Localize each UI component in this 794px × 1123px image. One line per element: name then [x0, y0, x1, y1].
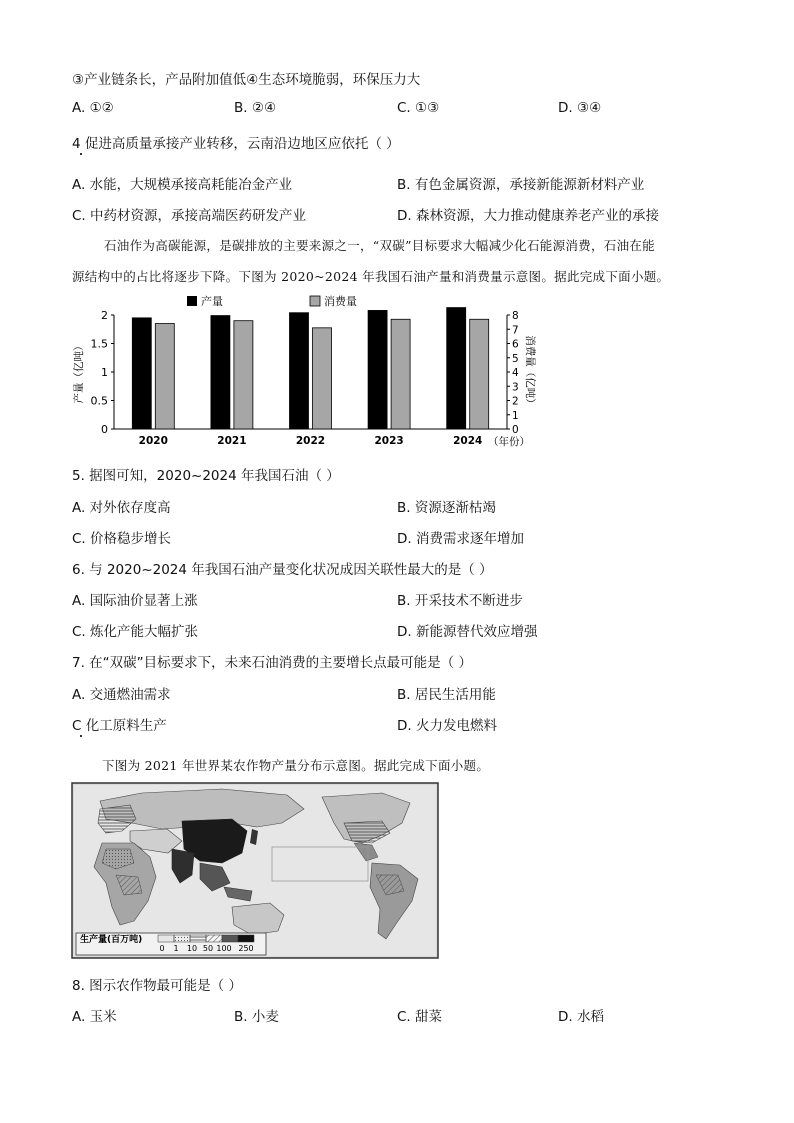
- q8-option-a[interactable]: A. 玉米: [72, 1009, 117, 1025]
- bar-production-2022: [290, 313, 309, 429]
- map-legend-tick-label: 10: [186, 944, 198, 953]
- q5-stem: 5. 据图可知，2020~2024 年我国石油（ ）: [72, 468, 340, 484]
- q4-option-d[interactable]: D. 森林资源，大力推动健康养老产业的承接: [397, 208, 659, 224]
- legend-label-consumption: 消费量: [324, 295, 357, 308]
- q4-option-c[interactable]: C. 中药材资源，承接高端医药研发产业: [72, 208, 307, 224]
- y-right-tick-label: 7: [512, 324, 519, 337]
- world-map-graphic: [72, 783, 438, 958]
- y-right-tick-label: 0: [512, 424, 519, 436]
- q6-option-c[interactable]: C. 炼化产能大幅扩张: [72, 624, 199, 640]
- map-legend-title: 生产量(百万吨): [80, 935, 143, 945]
- q6-stem: 6. 与 2020~2024 年我国石油产量变化状况成因关联性最大的是（ ）: [72, 562, 493, 578]
- q5-option-a[interactable]: A. 对外依存度高: [72, 500, 171, 516]
- map-legend-tick-label: 0: [159, 944, 165, 953]
- q3-option-c[interactable]: C. ①③: [397, 100, 440, 116]
- map-legend-tick-label: 1: [173, 944, 179, 953]
- bar-production-2020: [132, 318, 151, 429]
- y-right-tick-label: 4: [512, 367, 519, 379]
- legend-swatch-production: [187, 296, 197, 306]
- bar-production-2023: [368, 310, 387, 429]
- passage1-line2: 源结构中的占比将逐步下降。下图为 2020~2024 年我国石油产量和消费量示意图。据此完成下面小题。: [72, 269, 670, 284]
- scan-dot: [80, 153, 82, 155]
- q3-option-b[interactable]: B. ②④: [234, 100, 277, 116]
- legend-label-production: 产量: [201, 295, 223, 308]
- y-left-tick-label: 0.5: [90, 394, 108, 408]
- world-crop-map: [72, 783, 438, 958]
- q8-option-b[interactable]: B. 小麦: [234, 1009, 279, 1025]
- x-axis-title: （年份）: [488, 436, 530, 448]
- x-tick-label: 2024: [453, 435, 483, 447]
- q3-option-d[interactable]: D. ③④: [558, 100, 602, 116]
- q7-option-d[interactable]: D. 火力发电燃料: [397, 718, 497, 734]
- y-axis-left-title: 产量（亿吨）: [73, 340, 85, 404]
- y-left-tick-label: 1: [101, 366, 108, 379]
- q8-stem: 8. 图示农作物最可能是（ ）: [72, 978, 242, 994]
- y-right-tick-label: 1: [512, 409, 519, 422]
- q5-option-b[interactable]: B. 资源逐渐枯竭: [397, 500, 496, 516]
- q4-option-a[interactable]: A. 水能，大规模承接高耗能冶金产业: [72, 177, 293, 193]
- oil-chart: [72, 292, 536, 452]
- y-axis-right-title: 消费量（亿吨）: [524, 335, 536, 409]
- x-tick-label: 2020: [138, 435, 168, 447]
- q3-continuation: ③产业链条长，产品附加值低④生态环境脆弱，环保压力大: [72, 72, 421, 88]
- bar-production-2021: [211, 316, 230, 429]
- x-tick-label: 2022: [295, 435, 326, 447]
- q3-option-a[interactable]: A. ①②: [72, 100, 114, 116]
- y-right-tick-label: 8: [512, 310, 519, 322]
- scan-dot: [80, 735, 82, 737]
- q7-option-b[interactable]: B. 居民生活用能: [397, 687, 496, 703]
- q4-stem: 4 促进高质量承接产业转移，云南沿边地区应依托（ ）: [72, 136, 400, 152]
- y-left-tick-label: 1.5: [90, 337, 108, 351]
- y-right-tick-label: 5: [512, 352, 519, 365]
- bar-consumption-2021: [234, 321, 253, 429]
- q8-option-c[interactable]: C. 甜菜: [397, 1009, 443, 1025]
- passage1-line1: 石油作为高碳能源，是碳排放的主要来源之一，“双碳”目标要求大幅减少化石能源消费，石油在能: [104, 238, 655, 253]
- y-left-tick-label: 0: [101, 423, 108, 436]
- q4-option-b[interactable]: B. 有色金属资源，承接新能源新材料产业: [397, 177, 645, 193]
- q7-option-c[interactable]: C 化工原料生产: [72, 718, 167, 734]
- q7-option-a[interactable]: A. 交通燃油需求: [72, 687, 171, 703]
- x-tick-label: 2023: [374, 435, 404, 447]
- map-legend-tick-label: 250: [238, 944, 254, 953]
- bar-consumption-2022: [313, 328, 332, 429]
- bar-consumption-2024: [470, 319, 489, 429]
- q5-option-d[interactable]: D. 消费需求逐年增加: [397, 531, 524, 547]
- q6-option-d[interactable]: D. 新能源替代效应增强: [397, 624, 538, 640]
- legend-swatch-consumption: [310, 296, 320, 306]
- q5-option-c[interactable]: C. 价格稳步增长: [72, 531, 172, 547]
- q6-option-b[interactable]: B. 开采技术不断进步: [397, 593, 523, 609]
- map-legend-scale: [158, 935, 254, 942]
- passage2: 下图为 2021 年世界某农作物产量分布示意图。据此完成下面小题。: [102, 758, 490, 773]
- map-legend-tick-label: 100: [216, 944, 232, 953]
- map-legend-tick-label: 50: [202, 944, 214, 953]
- y-right-tick-label: 6: [512, 338, 519, 351]
- x-tick-label: 2021: [217, 435, 247, 447]
- y-right-tick-label: 3: [512, 381, 519, 394]
- y-left-tick-label: 2: [101, 309, 108, 322]
- y-right-tick-label: 2: [512, 395, 519, 408]
- bar-production-2024: [447, 308, 466, 429]
- q8-option-d[interactable]: D. 水稻: [558, 1009, 604, 1025]
- bar-consumption-2020: [155, 324, 174, 429]
- bar-consumption-2023: [391, 319, 410, 429]
- q6-option-a[interactable]: A. 国际油价显著上涨: [72, 593, 198, 609]
- q7-stem: 7. 在“双碳”目标要求下，未来石油消费的主要增长点最可能是（ ）: [72, 655, 472, 671]
